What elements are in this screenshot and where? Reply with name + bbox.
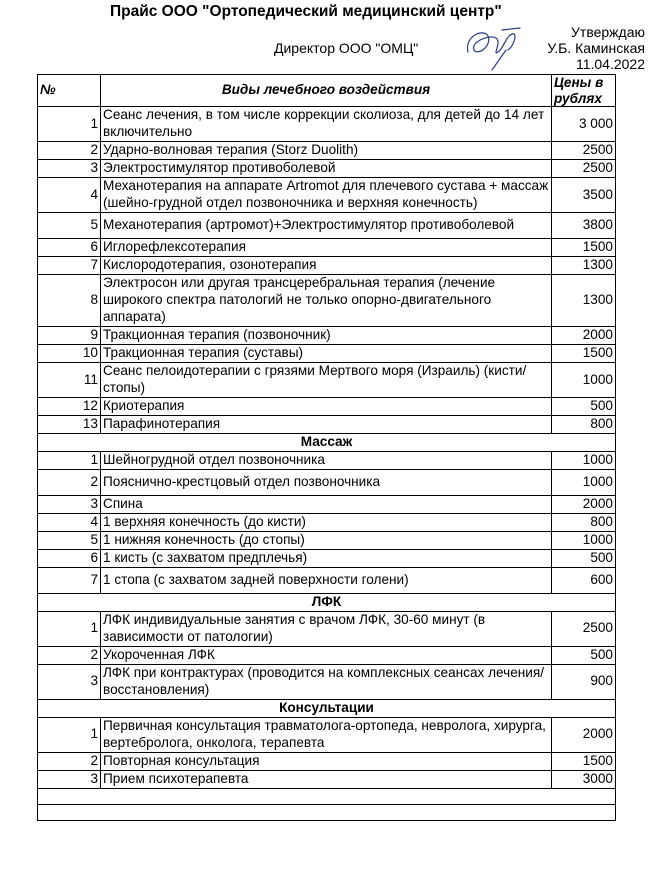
row-number: 7 — [38, 567, 101, 593]
document-title: Прайс ООО "Ортопедический медицинский центр" — [110, 3, 502, 20]
column-header-number: № — [38, 75, 101, 107]
service-name: 1 нижняя конечность (до стопы) — [101, 531, 552, 549]
price-table — [37, 74, 616, 821]
table-row — [38, 239, 616, 257]
row-number: 2 — [38, 469, 101, 495]
row-number: 5 — [38, 213, 101, 239]
table-header-row — [38, 75, 616, 107]
service-price: 3800 — [552, 213, 616, 239]
service-name: Спина — [101, 495, 552, 513]
service-name: Механотерапия (артромот)+Электростимулятор противоболевой — [101, 213, 552, 239]
service-price: 1000 — [552, 451, 616, 469]
empty-cell — [38, 804, 616, 820]
service-price: 1500 — [552, 239, 616, 257]
row-number: 2 — [38, 752, 101, 770]
table-row — [38, 752, 616, 770]
service-price: 2500 — [552, 611, 616, 646]
table-row — [38, 327, 616, 345]
row-number: 4 — [38, 513, 101, 531]
table-row — [38, 513, 616, 531]
row-number: 2 — [38, 142, 101, 160]
service-name: Ударно-волновая терапия (Storz Duolith) — [101, 142, 552, 160]
service-name: Парафинотерапия — [101, 416, 552, 434]
table-row — [38, 531, 616, 549]
service-price: 3500 — [552, 178, 616, 213]
service-price: 2000 — [552, 717, 616, 752]
service-name: Сеанс пелоидотерапии с грязями Мертвого моря (Израиль) (кисти/стопы) — [101, 363, 552, 398]
service-price: 1300 — [552, 257, 616, 275]
row-number: 1 — [38, 717, 101, 752]
service-price: 2500 — [552, 142, 616, 160]
signature-image — [462, 22, 524, 72]
row-number: 1 — [38, 451, 101, 469]
row-number: 9 — [38, 327, 101, 345]
table-row — [38, 142, 616, 160]
row-number: 2 — [38, 646, 101, 664]
table-row — [38, 549, 616, 567]
service-price: 1500 — [552, 345, 616, 363]
table-row — [38, 495, 616, 513]
table-row — [38, 451, 616, 469]
service-price: 800 — [552, 513, 616, 531]
table-row — [38, 469, 616, 495]
empty-row — [38, 804, 616, 820]
table-row — [38, 178, 616, 213]
row-number: 6 — [38, 549, 101, 567]
service-name: Первичная консультация травматолога-ортопеда, невролога, хирурга, вертебролога, онколога, терапевта — [101, 717, 552, 752]
section-title: Массаж — [38, 433, 616, 451]
table-row — [38, 664, 616, 699]
row-number: 6 — [38, 239, 101, 257]
row-number: 3 — [38, 664, 101, 699]
section-header-row — [38, 593, 616, 611]
table-row — [38, 160, 616, 178]
service-price: 600 — [552, 567, 616, 593]
director-name: У.Б. Каминская — [547, 40, 645, 56]
row-number: 3 — [38, 495, 101, 513]
service-name: Электростимулятор противоболевой — [101, 160, 552, 178]
service-name: Тракционная терапия (позвоночник) — [101, 327, 552, 345]
table-row — [38, 363, 616, 398]
service-name: ЛФК индивидуальные занятия с врачом ЛФК, 30-60 минут (в зависимости от патологии) — [101, 611, 552, 646]
service-price: 2000 — [552, 495, 616, 513]
column-header-price: Цены в рублях — [552, 75, 616, 107]
table-row — [38, 567, 616, 593]
row-number: 10 — [38, 345, 101, 363]
service-price: 800 — [552, 416, 616, 434]
row-number: 7 — [38, 257, 101, 275]
table-row — [38, 646, 616, 664]
service-name: Электросон или другая трансцеребральная терапия (лечение широкого спектра патологий не только опорно-двигательного аппарата) — [101, 275, 552, 327]
service-price: 1000 — [552, 469, 616, 495]
row-number: 11 — [38, 363, 101, 398]
approval-date: 11.04.2022 — [575, 56, 645, 72]
row-number: 4 — [38, 178, 101, 213]
service-name: Прием психотерапевта — [101, 770, 552, 788]
row-number: 8 — [38, 275, 101, 327]
row-number: 1 — [38, 611, 101, 646]
table-row — [38, 416, 616, 434]
row-number: 12 — [38, 398, 101, 416]
service-price: 2000 — [552, 327, 616, 345]
table-row — [38, 398, 616, 416]
service-name: Криотерапия — [101, 398, 552, 416]
table-row — [38, 770, 616, 788]
row-number: 1 — [38, 107, 101, 142]
row-number: 5 — [38, 531, 101, 549]
service-name: Иглорефлексотерапия — [101, 239, 552, 257]
table-row — [38, 107, 616, 142]
service-price: 3 000 — [552, 107, 616, 142]
empty-row — [38, 788, 616, 804]
row-number: 3 — [38, 770, 101, 788]
service-name: Тракционная терапия (суставы) — [101, 345, 552, 363]
service-price: 1000 — [552, 531, 616, 549]
approval-label: Утверждаю — [571, 24, 645, 40]
service-price: 500 — [552, 646, 616, 664]
service-name: ЛФК при контрактурах (проводится на комплексных сеансах лечения/восстановления) — [101, 664, 552, 699]
service-name: Кислородотерапия, озонотерапия — [101, 257, 552, 275]
column-header-service: Виды лечебного воздействия — [101, 75, 552, 107]
section-title: Консультации — [38, 699, 616, 717]
service-price: 500 — [552, 398, 616, 416]
table-row — [38, 213, 616, 239]
service-price: 1300 — [552, 275, 616, 327]
section-title: ЛФК — [38, 593, 616, 611]
service-name: Повторная консультация — [101, 752, 552, 770]
service-price: 900 — [552, 664, 616, 699]
table-row — [38, 257, 616, 275]
service-price: 3000 — [552, 770, 616, 788]
table-row — [38, 275, 616, 327]
table-row — [38, 717, 616, 752]
director-label: Директор ООО "ОМЦ" — [274, 40, 419, 56]
row-number: 13 — [38, 416, 101, 434]
service-name: 1 стопа (с захватом задней поверхности голени) — [101, 567, 552, 593]
service-name: 1 верхняя конечность (до кисти) — [101, 513, 552, 531]
service-price: 1000 — [552, 363, 616, 398]
service-name: Пояснично-крестцовый отдел позвоночника — [101, 469, 552, 495]
service-name: 1 кисть (с захватом предплечья) — [101, 549, 552, 567]
section-header-row — [38, 699, 616, 717]
table-row — [38, 345, 616, 363]
service-price: 500 — [552, 549, 616, 567]
row-number: 3 — [38, 160, 101, 178]
service-name: Шейногрудной отдел позвоночника — [101, 451, 552, 469]
service-price: 1500 — [552, 752, 616, 770]
service-price: 2500 — [552, 160, 616, 178]
section-header-row — [38, 433, 616, 451]
service-name: Укороченная ЛФК — [101, 646, 552, 664]
service-name: Сеанс лечения, в том числе коррекции сколиоза, для детей до 14 лет включительно — [101, 107, 552, 142]
empty-cell — [38, 788, 616, 804]
service-name: Механотерапия на аппарате Artromot для плечевого сустава + массаж (шейно-грудной отдел позвоночника и верхняя конечность) — [101, 178, 552, 213]
table-row — [38, 611, 616, 646]
